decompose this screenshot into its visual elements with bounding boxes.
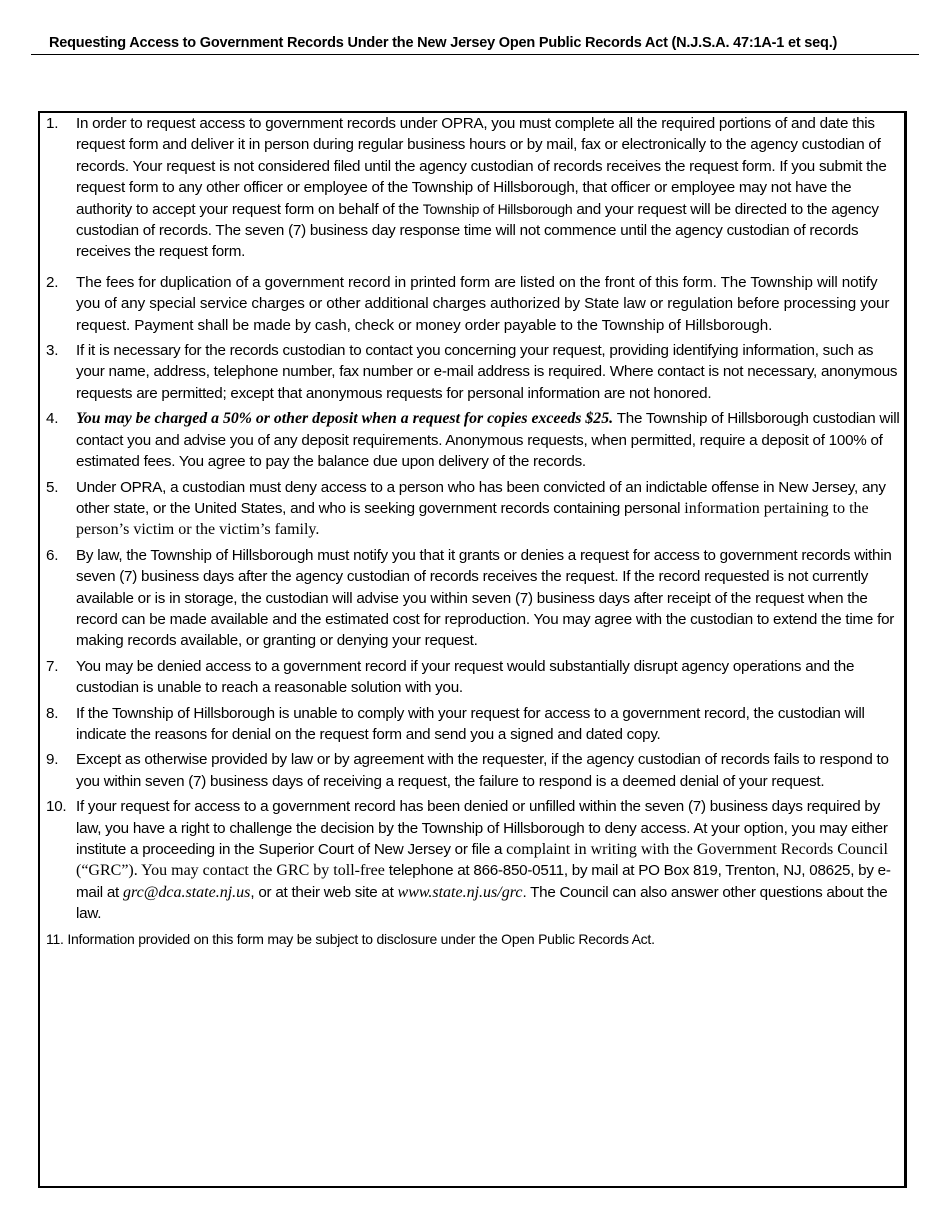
list-item [46,408,904,472]
item-text: , or at their web site at [250,883,398,901]
item-number: 10. [46,798,67,816]
page-title: Requesting Access to Government Records Under the New Jersey Open Public Records Act (N.J.S.A. 47:1A-1 et seq.) [49,35,838,51]
item-number: 1. [46,115,59,132]
item-text: Township of Hillsborough [422,200,573,217]
item-text: and your request will be directed to the agency custodian of records. The seven (7) business day response time will not commence until the agency custodian of records receives the request form. [76,200,879,261]
list-item [46,477,904,541]
list-item [46,749,904,792]
item-text-emphasis: You may be charged a 50% or other deposit when a request for copies exceeds $25. [76,410,614,428]
list-item [46,113,904,263]
instructions-list [46,113,904,950]
item-text: 11. Information provided on this form may be subject to disclosure under the Open Public Records Act. [46,930,655,947]
item-number: 4. [46,410,59,428]
item-text: If your request for access to a government record has been denied or unfilled within the seven (7) business days required by law, you have a right to challenge the decision by the Township of Hillsborough to deny access. At your option, you may either institute a proceeding in the Superior Court of New Jersey or file a [76,798,888,858]
item-text: . The Council can also answer other questions about the law. [76,883,888,923]
page-header [31,30,919,55]
item-text: Under OPRA, a custodian must deny access to a person who has been convicted of an indictable offense in New Jersey, any other state, or the United States, and who is seeking government records containing personal [76,478,886,517]
item-text: By law, the Township of Hillsborough must notify you that it grants or denies a request for access to government records within seven (7) business days after the agency custodian of records receives the request. If the record requested is not currently available or is in storage, the custodian will advise you within seven (7) business days after receipt of the request when the record can be made available and the estimated cost for reproduction. You may agree with the custodian to extend the time for making records available, or granting or denying your request. [76,546,895,650]
item-text: complaint in writing with the Government Records Council (“GRC”). You may contact the GRC by toll-free [76,841,888,880]
item-text: If it is necessary for the records custodian to contact you concerning your request, providing identifying information, such as your name, address, telephone number, fax number or e-mail address is required. Where contact is not necessary, anonymous requests are permitted; except that anonymous requests for personal information are not honored. [76,342,898,402]
list-item [46,929,904,950]
list-item [46,796,904,924]
list-item [46,272,904,336]
item-number: 6. [46,546,59,564]
item-number: 2. [46,273,59,291]
grc-website-link[interactable]: www.state.nj.us/grc [397,883,523,901]
item-text: If the Township of Hillsborough is unable to comply with your request for access to a government record, the custodian will indicate the reasons for denial on the request form and send you a signed and dated copy. [76,704,865,743]
item-text: In order to request access to government records under OPRA, you must complete all the required portions of and date this request form and deliver it in person during regular business hours or by mail, fax or electronically to the agency custodian of records. Your request is not considered filed until the agency custodian of records receives the request form. If you submit the request form to any other officer or employee of the Township of Hillsborough, that officer or employee may not have the authority to accept your request form on behalf of the [76,115,887,218]
item-number: 9. [46,751,59,769]
item-number: 7. [46,657,59,675]
list-item [46,545,904,652]
item-text: The Township of Hillsborough custodian will contact you and advise you of any deposit requirements. Anonymous requests, when permitted, require a deposit of 100% of estimated fees. You agree to pay the balance due upon delivery of the records. [76,410,900,471]
list-item [46,656,904,699]
item-text: telephone at 866-850-0511, by mail at PO Box 819, Trenton, NJ, 08625, by e-mail at [76,862,891,901]
item-text: The fees for duplication of a government record in printed form are listed on the front of this form. The Township will notify you of any special service charges or other additional charges authorized by State law or regulation before processing your request. Payment shall be made by cash, check or money order payable to the Township of Hillsborough. [76,273,890,334]
item-number: 8. [46,704,59,722]
list-item [46,340,904,404]
item-text: Except as otherwise provided by law or by agreement with the requester, if the agency custodian of records fails to respond to you within seven (7) business days of receiving a request, the failure to respond is a deemed denial of your request. [76,751,889,790]
item-text: You may be denied access to a government record if your request would substantially disrupt agency operations and the custodian is unable to reach a reasonable solution with you. [76,657,855,697]
item-number: 3. [46,342,59,360]
list-item [46,703,904,746]
grc-email-link[interactable]: grc@dca.state.nj.us [122,883,251,901]
item-number: 5. [46,478,59,496]
item-text: information pertaining to the person’s victim or the victim’s family. [76,499,869,539]
